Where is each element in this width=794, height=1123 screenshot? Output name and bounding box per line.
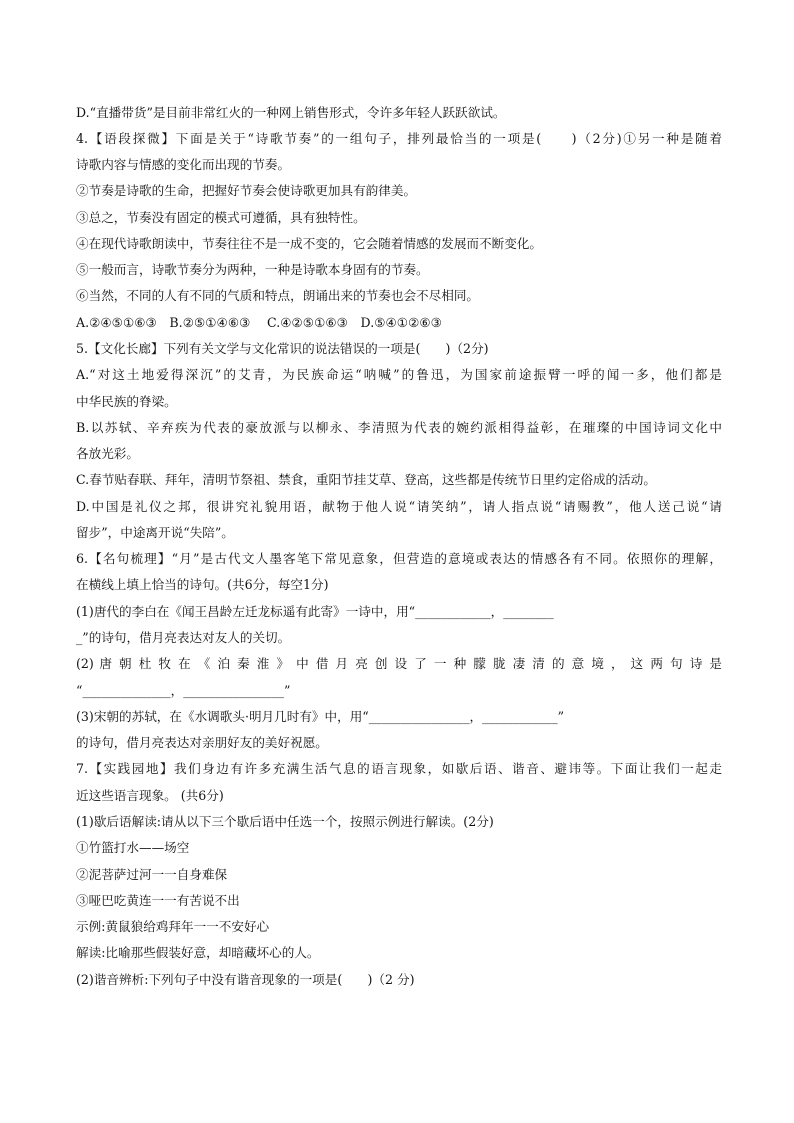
q5-option-c: C.春节贴春联、拜年，清明节祭祖、禁食，重阳节挂艾草、登高，这些都是传统节日里约定俗成的活动。 [76, 472, 656, 487]
q6-item-2: (2) 唐 朝 杜 牧 在 《 泊 秦 淮 》 中 借 月 亮 创 设 了 一 种 朦 胧 凄 清 的 意 境 ， 这 两 句 诗 是 [76, 656, 722, 671]
q7-idiom-2: ②泥菩萨过河一一自身难保 [76, 867, 228, 882]
q7-idiom-3: ③哑巴吃黄连一一有苦说不出 [76, 893, 240, 908]
q5-stem: 5.【文化长廊】下列有关文学与文化常识的说法错误的一项是( )（2分) [76, 341, 489, 356]
q6-item-3: (3)宋朝的苏轼，在《水调歌头·明月几时有》中，用“________________，____________” [76, 709, 565, 724]
q4-stem: 4.【语段探微】下面是关于“诗歌节奏”的一组句子，排列最恰当的一项是( )（2分)①另一种是随着 [76, 131, 722, 146]
q7-part-2: (2)谐音辨析:下列句子中没有谐音现象的一项是( )（2 分) [76, 972, 415, 987]
q4-sentence-2: ②节奏是诗歌的生命，把握好节奏会使诗歌更加具有韵律美。 [76, 183, 417, 198]
q5-option-d: D.中国是礼仪之邦，很讲究礼貌用语，献物于他人说“请笑纳”，请人指点说“请赐教”，他人送己说“请 [76, 499, 722, 514]
q7-example: 示例:黄鼠狼给鸡拜年一一不安好心 [76, 919, 270, 934]
q7-stem-cont: 近这些语言现象。 (共6分) [76, 788, 224, 803]
q4-sentence-3: ③总之，节奏没有固定的模式可遵循，具有独特性。 [76, 210, 366, 225]
q6-item-2-blanks: “______________，________________” [76, 683, 291, 698]
q6-item-1-cont: _”的诗句，借月亮表达对友人的关切。 [76, 630, 291, 645]
q5-option-a-cont: 中华民族的脊梁。 [76, 394, 177, 409]
q7-explanation: 解读:比喻那些假装好意，却暗藏坏心的人。 [76, 945, 320, 960]
q5-option-b: B.以苏轼、辛弃疾为代表的豪放派与以柳永、李清照为代表的婉约派相得益彰，在璀璨的中国诗词文化中 [76, 420, 722, 435]
q7-part-1: (1)歇后语解读:请从以下三个歇后语中任选一个，按照示例进行解读。(2分) [76, 814, 494, 829]
q4-sentence-5: ⑤一般而言，诗歌节奏分为两种，一种是诗歌本身固有的节奏。 [76, 262, 429, 277]
q4-sentence-4: ④在现代诗歌朗读中，节奏往往不是一成不变的，它会随着情感的发展而不断变化。 [76, 236, 542, 251]
q4-stem-cont: 诗歌内容与情感的变化而出现的节奏。 [76, 157, 291, 172]
q6-stem: 6.【名句梳理】“月”是古代文人墨客笔下常见意象，但营造的意境或表达的情感各有不同。依照你的理解， [76, 551, 722, 566]
q5-option-b-cont: 各放光彩。 [76, 446, 139, 461]
q4-sentence-6: ⑥当然，不同的人有不同的气质和特点，朗诵出来的节奏也会不尽相同。 [76, 288, 479, 303]
q5-option-a: A.“对这土地爱得深沉”的艾青，为民族命运“呐喊”的鲁迅，为国家前途振臂一呼的闻一多，他们都是 [76, 367, 722, 382]
q6-item-1: (1)唐代的李白在《闻王昌龄左迁龙标遥有此寄》一诗中，用“____________，________ [76, 604, 554, 619]
q4-options: A.②④⑤①⑥③ B.②⑤①④⑥③ C.④②⑤①⑥③ D.⑤④①②⑥③ [76, 315, 442, 330]
q3-option-d: D.“直播带货”是目前非常红火的一种网上销售形式，令许多年轻人跃跃欲试。 [76, 105, 506, 120]
q6-stem-cont: 在横线上填上恰当的诗句。(共6分，每空1分) [76, 577, 329, 592]
q5-option-d-cont: 留步”，中途离开说“失陪”。 [76, 525, 234, 540]
q6-item-3-cont: 的诗句，借月亮表达对亲朋好友的美好祝愿。 [76, 735, 328, 750]
q7-stem: 7.【实践园地】我们身边有许多充满生活气息的语言现象，如歇后语、谐音、避讳等。下面让我们一起走 [76, 761, 722, 776]
q7-idiom-1: ①竹篮打水——场空 [76, 840, 190, 855]
